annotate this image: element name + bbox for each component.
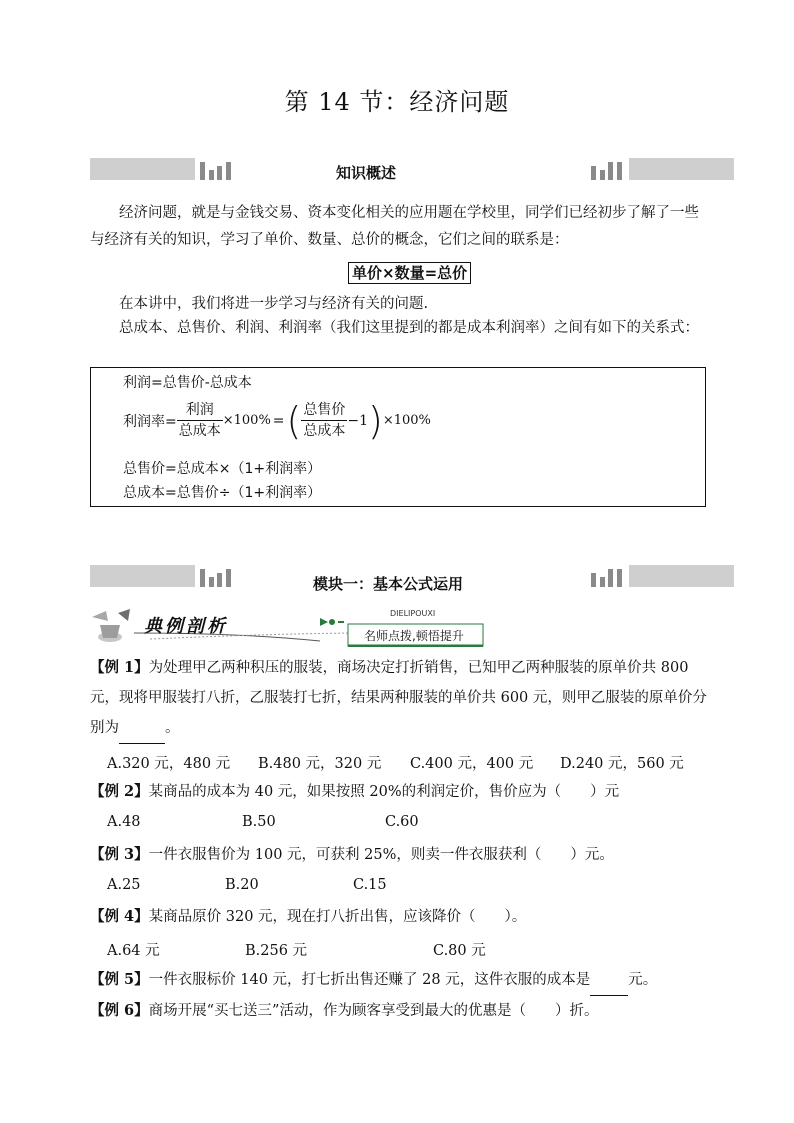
q2-option-c: C.60 [385, 814, 419, 830]
question-2: 【例 2】某商品的成本为 40 元，如果按照 20%的利润定价，售价应为（ ）元 [90, 783, 620, 800]
intro-paragraph-2: 在本讲中，我们将进一步学习与经济有关的问题. [119, 296, 429, 312]
teacup-icon [92, 609, 130, 642]
q4-option-c: C.80 元 [433, 943, 486, 959]
relation-sale: 总售价=总成本×（1+利润率） [123, 461, 322, 477]
banner-title: 典例剖析 [144, 616, 228, 637]
question-5: 【例 5】一件衣服标价 140 元，打七折出售还赚了 28 元，这件衣服的成本是 元。 [90, 965, 710, 996]
intro-paragraph: 经济问题，就是与金钱交易、资本变化相关的应用题在学校里，同学们已经初步了解了一些与经济有关的知识，学习了单价、数量、总价的概念，它们之间的联系是： [90, 205, 699, 248]
q3-option-a: A.25 [107, 877, 141, 893]
page-title: 第 14 节：经济问题 [284, 88, 510, 116]
question-4: 【例 4】某商品原价 320 元，现在打八折出售，应该降价（ ）。 [90, 908, 527, 925]
section-title-module: 模块一：基本公式运用 [313, 575, 464, 593]
q2-option-b: B.50 [242, 814, 276, 830]
question-1: 【例 1】为处理甲乙两种积压的服装，商场决定打折销售，已知甲乙两种服装的原单价共 800 元，现将甲服装打八折，乙服装打七折，结果两种服装的单价共 600 元，则甲乙服装的原单价分别为 。 [90, 653, 710, 744]
question-6: 【例 6】商场开展“买七送三”活动，作为顾客享受到最大的优惠是（ ）折。 [90, 1002, 599, 1019]
q2-option-a: A.48 [107, 814, 141, 830]
answer-blank-5 [590, 965, 628, 996]
section-bar-left-2 [90, 565, 240, 587]
q4-option-b: B.256 元 [245, 943, 308, 959]
section-title-knowledge: 知识概述 [336, 164, 397, 182]
q1-option-c: C.400 元，400 元 [410, 756, 534, 772]
relation-box [90, 367, 706, 507]
fraction-sale-cost: $\frac{\text{总售价}}{\text{总成本}}$ [303, 402, 346, 439]
q3-option-b: B.20 [225, 877, 259, 893]
left-paren: ( [286, 398, 302, 443]
fraction-profit-cost: $\frac{\text{利润}}{\text{总成本}}$ [178, 402, 221, 439]
q1-option-a: A.320 元，480 元 [107, 756, 231, 772]
answer-blank [119, 713, 165, 744]
formula-box: 单价×数量=总价 [348, 262, 471, 284]
relation-profit: 利润=总售价-总成本 [123, 375, 252, 391]
relation-rate: 利润率= $\frac{\text{利润}}{\text{总成本}}$ ×100% = ( $\frac{\text{总售价}}{\text{总成本}}$ −1 ) ×100% [123, 398, 431, 443]
banner-pinyin: DIELIPOUXI [390, 609, 436, 618]
section-bar-left [90, 158, 240, 180]
relation-cost: 总成本=总售价÷（1+利润率） [123, 485, 322, 501]
section-bar-right-2 [591, 565, 734, 587]
intro-paragraph-3: 总成本、总售价、利润、利润率（我们这里提到的都是成本利润率）之间有如下的关系式： [119, 320, 699, 336]
example-banner [90, 607, 485, 647]
q1-option-b: B.480 元，320 元 [258, 756, 382, 772]
q3-option-c: C.15 [353, 877, 387, 893]
q4-option-a: A.64 元 [107, 943, 160, 959]
q1-option-d: D.240 元，560 元 [560, 756, 684, 772]
banner-slogan: 名师点拨,顿悟提升 [364, 629, 464, 643]
question-3: 【例 3】一件衣服售价为 100 元，可获利 25%，则卖一件衣服获利（ ）元。 [90, 846, 614, 863]
right-paren: ) [368, 398, 383, 443]
section-bar-right [591, 158, 734, 180]
